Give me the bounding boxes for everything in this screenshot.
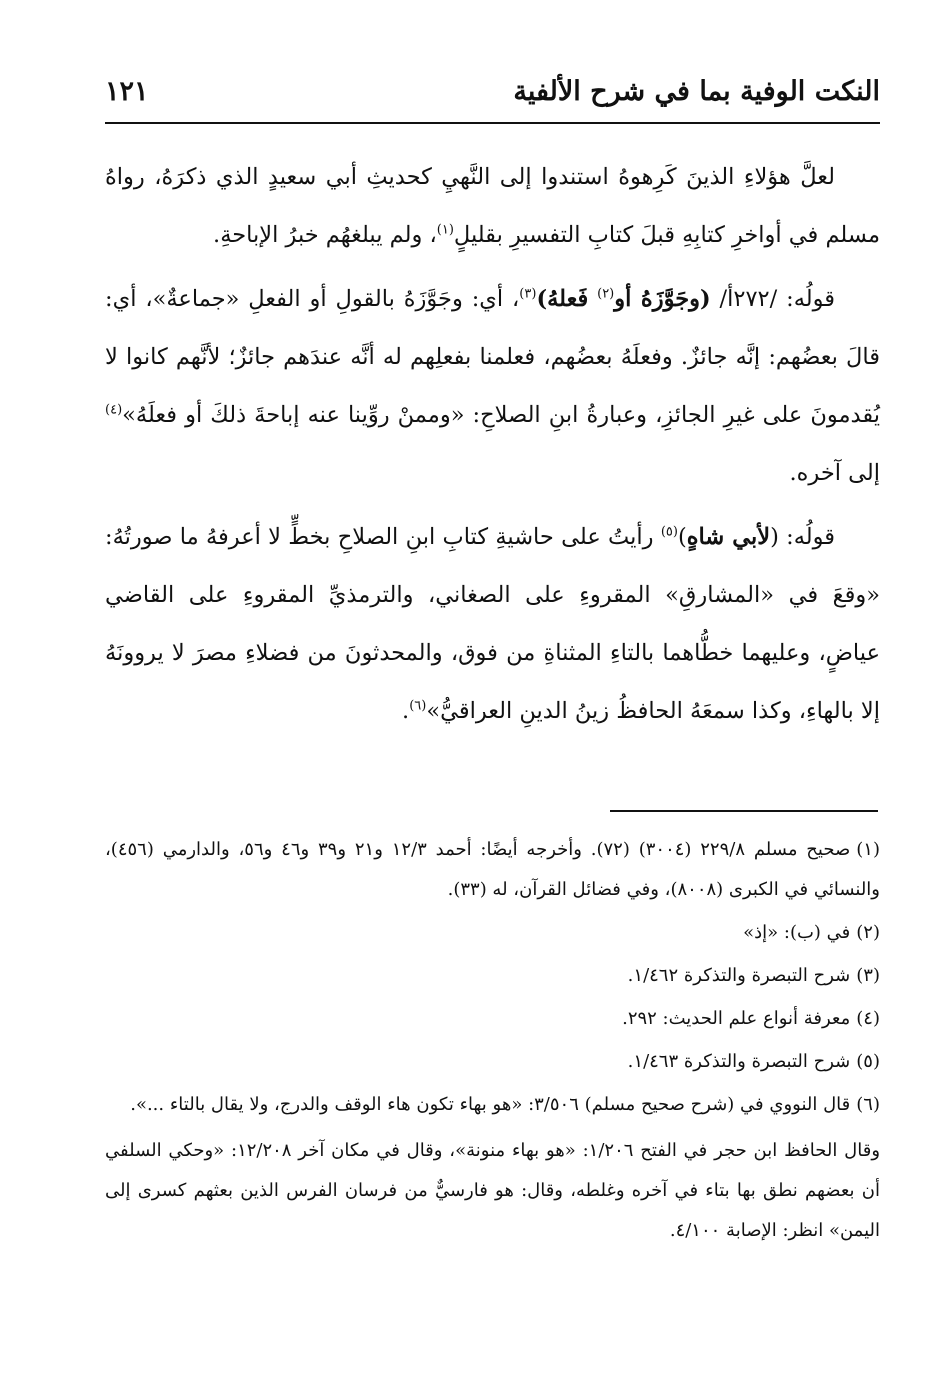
header-rule xyxy=(105,122,880,124)
lemma-lead: قولُه: /٢٧٢أ/ xyxy=(719,286,835,312)
page-number: ١٢١ xyxy=(105,76,149,107)
footnote-number: (٢) xyxy=(856,922,880,943)
footnote-1 xyxy=(105,830,880,910)
lemma-bold: فَعلهُ) xyxy=(536,286,589,312)
lemma-lead: قولُه: ( xyxy=(770,524,836,550)
footnote-2 xyxy=(105,913,880,953)
footnote-6 xyxy=(105,1085,880,1125)
footnotes xyxy=(105,830,880,1251)
footnote-text: في (ب): «إذ» xyxy=(743,922,851,943)
footnote-text: معرفة أنواع علم الحديث: ٢٩٢. xyxy=(622,1008,851,1029)
running-title: النكت الوفية بما في شرح الألفية xyxy=(513,76,880,107)
footnote-number: (٦) xyxy=(856,1094,880,1115)
footnote-text: شرح التبصرة والتذكرة ١/٤٦٢. xyxy=(627,965,851,986)
footnote-text: قال النووي في (شرح صحيح مسلم) ٣/٥٠٦: «هو بهاء تكون هاء الوقف والدرج، ولا يقال بالتاء ...». xyxy=(130,1094,851,1115)
footnote-separator xyxy=(610,810,878,812)
footnote-text: صحيح مسلم ٢٢٩/٨ (٣٠٠٤) (٧٢). وأخرجه أيضًا: أحمد ١٢/٣ و٢١ و٣٩ و٤٦ و٥٦، والدارمي (٤٥٦)، والنسائي في الكبرى (٨٠٠٨)، وفي فضائل القرآن، له (٣٣). xyxy=(105,839,880,900)
footnote-ref: (١) xyxy=(436,222,454,238)
paragraph-text: إلى آخره. xyxy=(789,460,880,486)
main-text xyxy=(105,148,880,746)
footnote-number: (٣) xyxy=(856,965,880,986)
paragraph-text: ، ولم يبلغهُم خبرُ الإباحةِ. xyxy=(213,222,437,248)
running-header xyxy=(105,68,880,118)
paragraph-text: رأيتُ على حاشيةِ كتابِ ابنِ الصلاحِ بخطٍّ لا أعرفهُ ما صورتُهُ: «وقعَ في «المشارقِ» المقروءِ على الصغاني، والترمذيِّ المقروءِ على القاضي عياضٍ، وعليهما خطُّاهما بالتاءِ المثناةِ من فوق، والمحدثونَ من فضلاءِ مصرَ لا يروونَهُ إلا بالهاءِ، وكذا سمعَهُ الحافظُ زينُ الدينِ العراقيُّ» xyxy=(105,524,880,724)
footnote-ref: (٤) xyxy=(105,402,123,418)
footnote-4 xyxy=(105,999,880,1039)
paragraph-2 xyxy=(105,270,880,502)
lemma-bold: لأبي شاهٍ xyxy=(686,524,771,550)
lemma-close: ) xyxy=(677,524,687,550)
footnote-ref: (٣) xyxy=(519,286,537,302)
paragraph-text: لعلَّ هؤلاءِ الذينَ كَرِهوهُ استندوا إلى النَّهيِ كحديثِ أبي سعيدٍ الذي ذكرَهُ، رواهُ مسلم في أواخرِ كتابِهِ قبلَ كتابِ التفسيرِ بقليلٍ xyxy=(105,164,880,248)
footnote-3 xyxy=(105,956,880,996)
footnote-number: (٤) xyxy=(856,1008,880,1029)
footnote-ref: (٢) xyxy=(597,286,615,302)
paragraph-text: . xyxy=(402,698,410,724)
footnote-ref: (٦) xyxy=(409,698,427,714)
footnote-number: (٥) xyxy=(856,1051,880,1072)
lemma-bold: (وجَوَّزَهُ أو xyxy=(614,286,711,312)
footnote-5 xyxy=(105,1042,880,1082)
footnote-number: (١) xyxy=(856,839,880,860)
footnote-6-continued: وقال الحافظ ابن حجر في الفتح ١/٢٠٦: «هو بهاء منونة»، وقال في مكان آخر ١٢/٢٠٨: «وحكي السلفي أن بعضهم نطق بها بتاء في آخره وغلطه، وقال: هو فارسيٌّ من فرسان الفرس الذين بعثهم كسرى إلى اليمن» انظر: الإصابة ٤/١٠٠. xyxy=(105,1140,881,1241)
paragraph-3 xyxy=(105,508,880,740)
paragraph-1 xyxy=(105,148,880,264)
footnote-text: شرح التبصرة والتذكرة ١/٤٦٣. xyxy=(627,1051,851,1072)
footnote-ref: (٥) xyxy=(660,524,678,540)
paragraph-text: ، أي: وجَوَّزَهُ بالقولِ أو الفعلِ «جماعةٌ»، أي: قالَ بعضُهم: إنَّه جائزٌ. وفعلَهُ بعضُهم، فعلمنا بفعلِهم له أنَّه عندَهم جائزٌ؛ لأنَّهم كانوا لا يُقدمونَ على غيرِ الجائزِ، وعبارةُ ابنِ الصلاحِ: «وممنْ روِّينا عنه إباحةَ ذلكَ أو فعلَهُ» xyxy=(105,286,880,428)
